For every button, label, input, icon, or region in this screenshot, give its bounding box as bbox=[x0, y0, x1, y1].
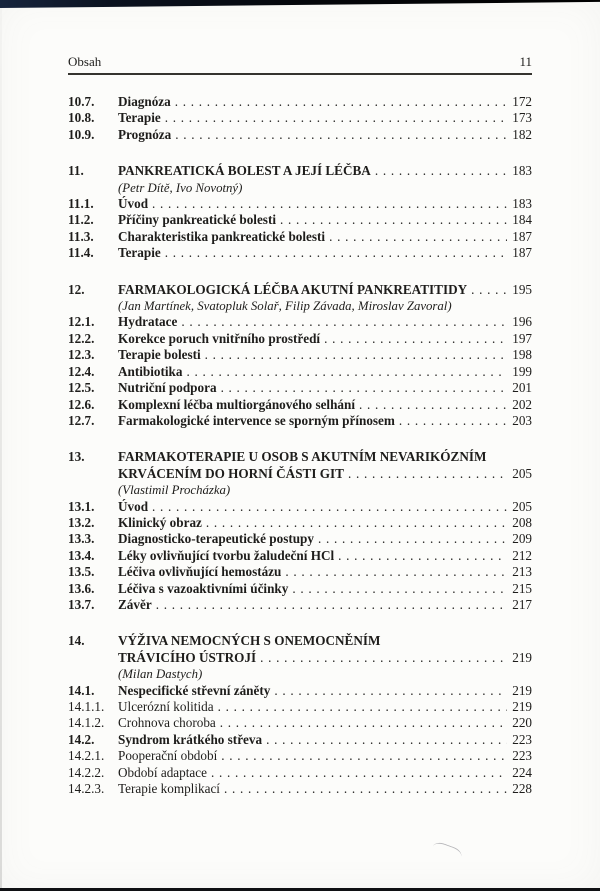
toc-entry bbox=[68, 212, 532, 228]
toc-entry bbox=[68, 548, 532, 564]
dot-leader bbox=[152, 499, 507, 515]
toc-entry-number: 11.2. bbox=[68, 212, 94, 228]
toc-chapter-block bbox=[68, 633, 532, 682]
toc-entry-title: Charakteristika pankreatické bolesti bbox=[118, 228, 326, 244]
running-header bbox=[68, 54, 532, 75]
dot-leader bbox=[205, 347, 507, 363]
toc-page-number: 208 bbox=[512, 514, 532, 530]
toc-page-number: 172 bbox=[512, 94, 532, 109]
dot-leader bbox=[338, 548, 507, 564]
toc-entry-number: 10.7. bbox=[68, 94, 95, 109]
toc-entry-number: 12.2. bbox=[68, 330, 95, 346]
toc-chapter-title bbox=[118, 163, 532, 179]
toc-chapter-row bbox=[68, 163, 532, 179]
toc-entry-number: 14.1. bbox=[68, 682, 95, 698]
toc-entry bbox=[68, 397, 532, 413]
toc-entry bbox=[68, 564, 532, 580]
toc-entry-number: 13.4. bbox=[68, 547, 95, 563]
toc-entry bbox=[68, 597, 532, 613]
scan-edge-left bbox=[0, 8, 2, 888]
toc-entry bbox=[68, 715, 532, 731]
toc-entry-number: 10.9. bbox=[68, 126, 95, 142]
toc-entry bbox=[68, 94, 532, 110]
toc-page-number: 182 bbox=[512, 126, 532, 142]
toc-entry-number: 12.4. bbox=[68, 363, 95, 379]
toc-entry bbox=[68, 699, 532, 715]
toc-entry bbox=[68, 314, 532, 330]
toc-page-number: 209 bbox=[512, 531, 532, 547]
toc-entry-number: 12.5. bbox=[68, 380, 95, 396]
dot-leader bbox=[375, 163, 507, 179]
toc-page-number: 203 bbox=[512, 412, 532, 428]
scan-edge-top bbox=[0, 0, 600, 8]
toc-chapter-title bbox=[118, 449, 532, 482]
scan-artifact bbox=[431, 840, 464, 862]
toc-entry bbox=[68, 110, 532, 126]
toc-page-number: 187 bbox=[512, 245, 532, 261]
toc-entry-title: Diagnóza bbox=[118, 94, 171, 109]
toc-page-number: 213 bbox=[512, 564, 532, 580]
toc-entry bbox=[68, 331, 532, 347]
toc-authors: (Petr Dítě, Ivo Novotný) bbox=[118, 180, 243, 195]
toc-page-number: 228 bbox=[512, 781, 532, 797]
toc-entry-number: 12.6. bbox=[68, 396, 95, 412]
toc-entry-title: Léčiva ovlivňující hemostázu bbox=[118, 564, 282, 580]
toc-entry bbox=[68, 515, 532, 531]
toc-entry-number: 13.6. bbox=[68, 580, 95, 596]
dot-leader bbox=[206, 515, 507, 531]
toc-entry bbox=[68, 127, 532, 143]
toc-list bbox=[68, 94, 532, 797]
page-number: 11 bbox=[519, 54, 532, 69]
toc-page-number: 195 bbox=[512, 281, 532, 297]
dot-leader bbox=[471, 282, 507, 298]
toc-chapter-title-lastline bbox=[118, 466, 532, 482]
toc-chapter-title-lastline bbox=[118, 650, 532, 666]
toc-entry-title: Léky ovlivňující tvorbu žaludeční HCl bbox=[118, 547, 335, 563]
dot-leader bbox=[285, 564, 507, 580]
toc-entry bbox=[68, 781, 532, 797]
toc-entry-title: Pooperační období bbox=[118, 748, 218, 764]
toc-entry-title: Korekce poruch vnitřního prostředí bbox=[118, 330, 321, 346]
toc-entry-number: 10.8. bbox=[68, 110, 95, 126]
dot-leader bbox=[292, 581, 507, 597]
dot-leader bbox=[165, 245, 507, 261]
toc-entry-title: Terapie komplikací bbox=[118, 781, 220, 797]
toc-entry-title: Diagnosticko-terapeutické postupy bbox=[118, 531, 314, 547]
dot-leader bbox=[218, 699, 507, 715]
toc-page-number: 201 bbox=[512, 380, 532, 396]
toc-entry-number: 14.1.1. bbox=[68, 699, 105, 714]
dot-leader bbox=[318, 531, 507, 547]
toc-entry bbox=[68, 229, 532, 245]
toc-page-number: 212 bbox=[512, 547, 532, 563]
toc-entry bbox=[68, 765, 532, 781]
toc-entry-number: 12.7. bbox=[68, 412, 95, 428]
toc-entry-number: 12.1. bbox=[68, 314, 95, 330]
toc-page-number: 202 bbox=[512, 396, 532, 412]
toc-entry-title: Farmakologické intervence se sporným přínosem bbox=[118, 412, 395, 428]
toc-entry-title: Příčiny pankreatické bolesti bbox=[118, 212, 276, 228]
toc-entry bbox=[68, 732, 532, 748]
toc-entry-number: 11.4. bbox=[68, 245, 94, 261]
toc-entry bbox=[68, 581, 532, 597]
toc-entry bbox=[68, 683, 532, 699]
toc-entry-number: 14.2.1. bbox=[68, 748, 105, 764]
toc-entry-title: Nutriční podpora bbox=[118, 380, 217, 396]
toc-entry bbox=[68, 380, 532, 396]
toc-entry bbox=[68, 347, 532, 363]
toc-page-number: 223 bbox=[512, 748, 532, 764]
toc-entry-number: 14.2.3. bbox=[68, 781, 105, 797]
toc-authors: (Vlastimil Procházka) bbox=[118, 483, 231, 498]
toc-entry-number: 11.3. bbox=[68, 228, 94, 244]
dot-leader bbox=[175, 94, 507, 110]
toc-entry bbox=[68, 196, 532, 212]
toc-page-number: 183 bbox=[512, 163, 532, 179]
running-header-title: Obsah bbox=[68, 54, 102, 69]
toc-entry bbox=[68, 531, 532, 547]
dot-leader bbox=[329, 229, 507, 245]
toc-entry-number: 14. bbox=[68, 633, 85, 649]
toc-entry-number: 13.7. bbox=[68, 596, 95, 612]
toc-page-number: 205 bbox=[512, 498, 532, 514]
toc-entry-number: 12. bbox=[68, 281, 85, 297]
toc-page-number: 215 bbox=[512, 580, 532, 596]
toc-chapter-title-text: PANKREATICKÁ BOLEST A JEJÍ LÉČBA bbox=[118, 163, 371, 179]
toc-entry-title: Komplexní léčba multiorgánového selhání bbox=[118, 396, 356, 412]
dot-leader bbox=[324, 331, 507, 347]
dot-leader bbox=[348, 466, 507, 482]
toc-page-number: 223 bbox=[512, 731, 532, 747]
toc-entry-number: 13. bbox=[68, 449, 85, 465]
toc-page-number: 219 bbox=[512, 699, 532, 714]
toc-entry bbox=[68, 499, 532, 515]
toc-entry bbox=[68, 245, 532, 261]
toc-entry-title: Ulcerózní kolitida bbox=[118, 699, 214, 714]
toc-entry-title: Úvod bbox=[118, 196, 149, 212]
toc-entry-number: 13.5. bbox=[68, 564, 95, 580]
toc-chapter-title-lastline bbox=[118, 282, 532, 298]
toc-entry-number: 11. bbox=[68, 163, 84, 179]
toc-entry-title: Závěr bbox=[118, 596, 152, 612]
toc-authors: (Milan Dastych) bbox=[118, 667, 203, 682]
toc-chapter-block bbox=[68, 449, 532, 498]
dot-leader bbox=[220, 715, 507, 731]
toc-entry-number: 14.2.2. bbox=[68, 764, 105, 780]
toc-page-number: 199 bbox=[512, 363, 532, 379]
toc-entry-title: Léčiva s vazoaktivními účinky bbox=[118, 580, 289, 596]
toc-entry bbox=[68, 364, 532, 380]
dot-leader bbox=[165, 110, 507, 126]
toc-entry-number: 14.2. bbox=[68, 731, 95, 747]
dot-leader bbox=[211, 765, 507, 781]
toc-entry-title: Nespecifické střevní záněty bbox=[118, 682, 271, 698]
toc-authors: (Jan Martínek, Svatopluk Solař, Filip Závada, Miroslav Zavoral) bbox=[118, 299, 452, 314]
toc-page-number: 173 bbox=[512, 110, 532, 126]
toc-chapter-title-text: KRVÁCENÍM DO HORNÍ ČÁSTI GIT bbox=[118, 465, 344, 481]
toc-chapter-title-line: FARMAKOTERAPIE U OSOB S AKUTNÍM NEVARIKÓZNÍM bbox=[118, 449, 487, 465]
toc-entry-title: Terapie bbox=[118, 110, 161, 126]
toc-entry-number: 13.3. bbox=[68, 531, 95, 547]
toc-page-number: 183 bbox=[512, 196, 532, 212]
toc-chapter-block bbox=[68, 163, 532, 196]
dot-leader bbox=[280, 212, 507, 228]
toc-entry-number: 14.1.2. bbox=[68, 715, 105, 731]
dot-leader bbox=[156, 597, 507, 613]
dot-leader bbox=[260, 650, 507, 666]
toc-entry-number: 13.2. bbox=[68, 514, 95, 530]
dot-leader bbox=[221, 380, 507, 396]
toc-page-number: 224 bbox=[512, 764, 532, 780]
toc-entry-title: Syndrom krátkého střeva bbox=[118, 731, 263, 747]
toc-page-number: 205 bbox=[512, 465, 532, 481]
toc-entry-title: Antibiotika bbox=[118, 363, 183, 379]
toc-entry-title: Crohnova choroba bbox=[118, 715, 216, 731]
toc-page-number: 219 bbox=[512, 649, 532, 665]
toc-entry-number: 11.1. bbox=[68, 196, 94, 212]
toc-entry bbox=[68, 748, 532, 764]
toc-entry-title: Období adaptace bbox=[118, 764, 207, 780]
toc-chapter-block bbox=[68, 282, 532, 315]
toc-chapter-title-lastline bbox=[118, 163, 532, 179]
dot-leader bbox=[181, 314, 507, 330]
dot-leader bbox=[274, 683, 507, 699]
toc-chapter-row bbox=[68, 282, 532, 298]
toc-page-number: 197 bbox=[512, 330, 532, 346]
toc-chapter-title-line: VÝŽIVA NEMOCNÝCH S ONEMOCNĚNÍM bbox=[118, 633, 381, 649]
toc-chapter-row bbox=[68, 633, 532, 666]
toc-page-number: 217 bbox=[512, 596, 532, 612]
toc-page-number: 219 bbox=[512, 682, 532, 698]
toc-entry bbox=[68, 413, 532, 429]
toc-entry-title: Prognóza bbox=[118, 126, 172, 142]
toc-entry-title: Hydratace bbox=[118, 314, 178, 330]
toc-page-number: 220 bbox=[512, 715, 532, 731]
dot-leader bbox=[175, 127, 507, 143]
toc-chapter-title bbox=[118, 282, 532, 298]
toc-page-number: 198 bbox=[512, 347, 532, 363]
toc-entry-number: 12.3. bbox=[68, 347, 95, 363]
toc-page-number: 196 bbox=[512, 314, 532, 330]
toc-chapter-title bbox=[118, 633, 532, 666]
toc-page-number: 184 bbox=[512, 212, 532, 228]
dot-leader bbox=[152, 196, 507, 212]
toc-entry-number: 13.1. bbox=[68, 498, 95, 514]
toc-chapter-title-text: FARMAKOLOGICKÁ LÉČBA AKUTNÍ PANKREATITIDY bbox=[118, 281, 468, 297]
dot-leader bbox=[359, 397, 507, 413]
toc-entry-title: Úvod bbox=[118, 498, 149, 514]
dot-leader bbox=[221, 748, 507, 764]
dot-leader bbox=[399, 413, 507, 429]
toc-entry-title: Klinický obraz bbox=[118, 514, 202, 530]
toc-page-number: 187 bbox=[512, 228, 532, 244]
toc-entry-title: Terapie bbox=[118, 245, 161, 261]
toc-entry-title: Terapie bolesti bbox=[118, 347, 201, 363]
dot-leader bbox=[266, 732, 507, 748]
toc-chapter-row bbox=[68, 449, 532, 482]
dot-leader bbox=[224, 781, 507, 797]
toc-chapter-title-text: TRÁVICÍHO ÚSTROJÍ bbox=[118, 649, 257, 665]
dot-leader bbox=[187, 364, 508, 380]
